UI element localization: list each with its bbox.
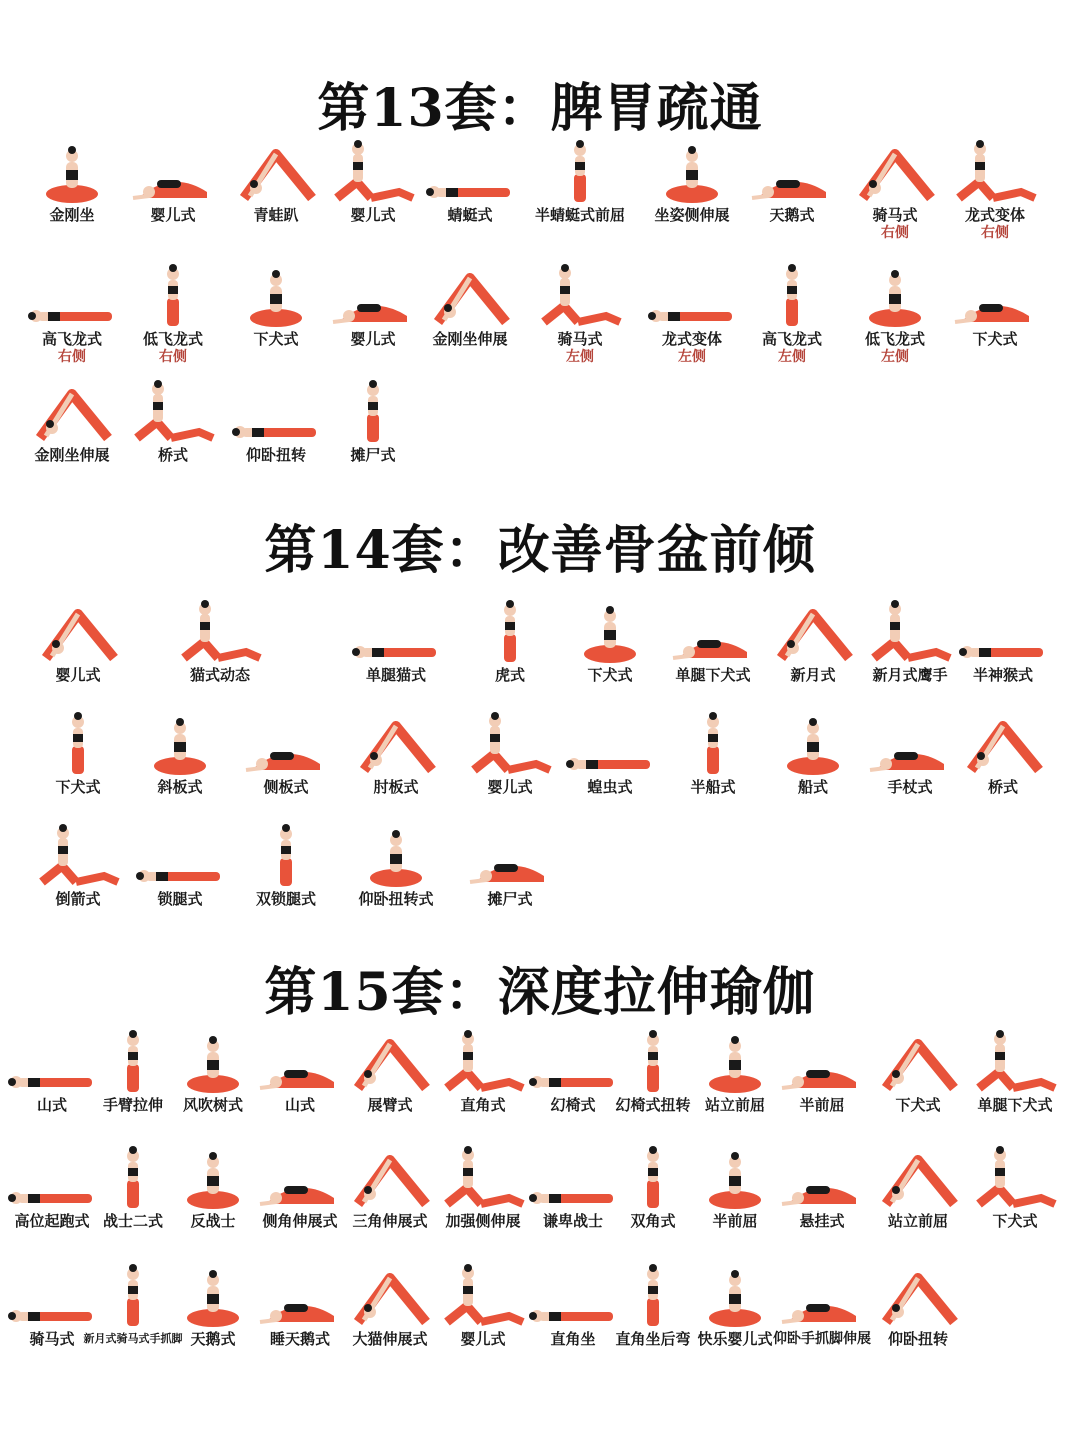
pose-label: 桥式 xyxy=(157,446,188,464)
pose-card xyxy=(28,712,128,796)
yoga-pose-illustration xyxy=(437,1030,529,1094)
pose-label: 金刚坐伸展 xyxy=(432,330,508,348)
pose-label: 单腿猫式 xyxy=(365,666,426,684)
pose-label: 半蜻蜓式前屈 xyxy=(534,206,625,224)
pose-label: 下犬式 xyxy=(253,330,299,348)
pose-card xyxy=(340,1146,440,1230)
yoga-pose-illustration xyxy=(26,140,118,204)
yoga-pose-illustration xyxy=(26,264,118,328)
pose-label: 侧板式 xyxy=(263,778,309,796)
yoga-pose-illustration xyxy=(464,824,556,888)
pose-card xyxy=(163,1030,263,1114)
pose-label: 下犬式 xyxy=(895,1096,941,1114)
yoga-pose-illustration xyxy=(32,824,124,888)
yoga-pose-illustration xyxy=(564,600,656,664)
pose-card xyxy=(433,1030,533,1114)
pose-card xyxy=(663,600,763,684)
pose-card xyxy=(460,600,560,684)
pose-label: 仰卧手抓脚伸展 xyxy=(773,1331,871,1347)
yoga-pose-illustration xyxy=(534,140,626,204)
pose-card xyxy=(250,1030,350,1114)
pose-card xyxy=(340,1264,440,1348)
pose-label: 仰卧扭转 xyxy=(245,446,306,464)
yoga-pose-illustration xyxy=(424,264,516,328)
pose-label: 展臂式 xyxy=(367,1096,413,1114)
pose-label: 单腿下犬式 xyxy=(675,666,751,684)
pose-label: 高飞龙式 xyxy=(761,330,822,348)
yoga-pose-illustration xyxy=(849,264,941,328)
yoga-pose-illustration xyxy=(344,1264,436,1328)
yoga-pose-illustration xyxy=(254,1264,346,1328)
yoga-pose-illustration xyxy=(32,600,124,664)
yoga-pose-illustration xyxy=(254,1146,346,1210)
yoga-pose-illustration xyxy=(240,712,332,776)
yoga-pose-illustration xyxy=(689,1146,781,1210)
yoga-pose-illustration xyxy=(767,712,859,776)
pose-card xyxy=(433,1146,533,1230)
pose-label: 新月式鹰手 xyxy=(872,666,948,684)
yoga-pose-illustration xyxy=(344,1030,436,1094)
yoga-pose-illustration xyxy=(969,1030,1061,1094)
yoga-pose-illustration xyxy=(872,1146,964,1210)
yoga-pose-illustration xyxy=(746,140,838,204)
pose-card xyxy=(860,712,960,796)
pose-card xyxy=(772,1146,872,1230)
pose-card xyxy=(163,1264,263,1348)
pose-label: 肘板式 xyxy=(373,778,419,796)
pose-side-label: 右侧 xyxy=(981,225,1009,241)
pose-label: 山式 xyxy=(36,1096,67,1114)
pose-label: 站立前屈 xyxy=(887,1212,948,1230)
yoga-pose-illustration xyxy=(230,264,322,328)
pose-card xyxy=(560,712,660,796)
pose-card xyxy=(226,380,326,464)
pose-card xyxy=(945,264,1045,348)
pose-card xyxy=(226,264,326,348)
pose-label: 斜板式 xyxy=(157,778,203,796)
set15-title: 第15套：深度拉伸瑜伽 xyxy=(264,962,816,1023)
pose-label: 婴儿式 xyxy=(55,666,101,684)
pose-label: 双锁腿式 xyxy=(255,890,316,908)
pose-label: 下犬式 xyxy=(55,778,101,796)
yoga-pose-illustration xyxy=(230,140,322,204)
pose-side-label: 右侧 xyxy=(881,225,909,241)
yoga-pose-illustration xyxy=(969,1146,1061,1210)
yoga-pose-illustration xyxy=(350,600,442,664)
pose-label: 直角坐后弯 xyxy=(615,1330,691,1348)
pose-label: 骑马式 xyxy=(872,206,918,224)
pose-side-label: 左侧 xyxy=(778,349,806,365)
pose-card xyxy=(123,140,223,224)
yoga-pose-illustration xyxy=(957,600,1049,664)
yoga-pose-illustration xyxy=(949,140,1041,204)
pose-label: 高位起跑式 xyxy=(14,1212,90,1230)
yoga-pose-illustration xyxy=(134,712,226,776)
pose-label: 大猫伸展式 xyxy=(352,1330,428,1348)
yoga-pose-illustration xyxy=(849,140,941,204)
pose-label: 青蛙趴 xyxy=(253,206,299,224)
pose-card xyxy=(965,1030,1065,1114)
pose-label: 仰卧扭转 xyxy=(887,1330,948,1348)
yoga-pose-illustration xyxy=(32,712,124,776)
pose-label: 摊尸式 xyxy=(350,446,396,464)
pose-label: 战士二式 xyxy=(102,1212,163,1230)
yoga-pose-illustration xyxy=(167,1030,259,1094)
yoga-pose-illustration xyxy=(864,600,956,664)
pose-card xyxy=(433,1264,533,1348)
pose-card xyxy=(346,712,446,796)
yoga-pose-illustration xyxy=(689,1264,781,1328)
pose-card xyxy=(236,712,336,796)
pose-card xyxy=(642,140,742,224)
yoga-pose-illustration xyxy=(350,712,442,776)
pose-card xyxy=(420,140,520,224)
pose-label: 倒箭式 xyxy=(55,890,101,908)
pose-label: 快乐婴儿式 xyxy=(697,1330,773,1348)
pose-card xyxy=(123,380,223,464)
yoga-pose-illustration xyxy=(776,1030,868,1094)
pose-label: 反战士 xyxy=(190,1212,236,1230)
pose-card xyxy=(763,600,863,684)
pose-side-label: 左侧 xyxy=(881,349,909,365)
yoga-pose-illustration xyxy=(864,712,956,776)
yoga-pose-illustration xyxy=(174,600,266,664)
pose-card xyxy=(945,140,1045,242)
pose-card xyxy=(323,380,423,464)
yoga-pose-illustration xyxy=(667,600,759,664)
pose-label: 婴儿式 xyxy=(350,330,396,348)
yoga-pose-illustration xyxy=(424,140,516,204)
pose-card xyxy=(250,1146,350,1230)
pose-card xyxy=(772,1030,872,1114)
pose-label: 直角式 xyxy=(460,1096,506,1114)
pose-label: 下犬式 xyxy=(992,1212,1038,1230)
pose-card xyxy=(346,824,446,908)
pose-card xyxy=(860,600,960,684)
yoga-pose-illustration xyxy=(327,380,419,444)
pose-label: 新月式 xyxy=(790,666,836,684)
yoga-pose-illustration xyxy=(646,264,738,328)
pose-card xyxy=(226,140,326,224)
yoga-pose-illustration xyxy=(667,712,759,776)
set13-title: 第13套：脾胃疏通 xyxy=(317,78,763,139)
pose-card xyxy=(22,264,122,366)
pose-label: 谦卑战士 xyxy=(542,1212,603,1230)
pose-label: 龙式变体 xyxy=(964,206,1025,224)
pose-card xyxy=(530,140,630,224)
yoga-pose-illustration xyxy=(872,1030,964,1094)
pose-label: 三角伸展式 xyxy=(352,1212,428,1230)
pose-label: 手臂拉伸 xyxy=(102,1096,163,1114)
pose-card xyxy=(663,712,763,796)
pose-label: 蝗虫式 xyxy=(587,778,633,796)
pose-label: 山式 xyxy=(284,1096,315,1114)
pose-card xyxy=(170,600,270,684)
pose-label: 婴儿式 xyxy=(150,206,196,224)
pose-label: 金刚坐伸展 xyxy=(34,446,110,464)
pose-label: 幻椅式扭转 xyxy=(615,1096,691,1114)
pose-card xyxy=(323,140,423,224)
pose-card xyxy=(845,140,945,242)
yoga-pose-illustration xyxy=(127,140,219,204)
pose-card xyxy=(340,1030,440,1114)
pose-label: 坐姿侧伸展 xyxy=(654,206,730,224)
pose-label: 手杖式 xyxy=(887,778,933,796)
pose-card xyxy=(530,264,630,366)
yoga-pose-illustration xyxy=(254,1030,346,1094)
pose-label: 婴儿式 xyxy=(350,206,396,224)
pose-label: 下犬式 xyxy=(972,330,1018,348)
yoga-pose-illustration xyxy=(689,1030,781,1094)
pose-card xyxy=(460,712,560,796)
yoga-pose-illustration xyxy=(957,712,1049,776)
pose-label: 半神猴式 xyxy=(972,666,1033,684)
pose-label: 下犬式 xyxy=(587,666,633,684)
pose-label: 半船式 xyxy=(690,778,736,796)
pose-label: 半前屈 xyxy=(712,1212,758,1230)
pose-label: 仰卧扭转式 xyxy=(358,890,434,908)
pose-label: 单腿下犬式 xyxy=(977,1096,1053,1114)
pose-side-label: 右侧 xyxy=(58,349,86,365)
pose-label: 直角坐 xyxy=(550,1330,596,1348)
pose-label: 低飞龙式 xyxy=(864,330,925,348)
pose-card xyxy=(123,264,223,366)
pose-side-label: 右侧 xyxy=(159,349,187,365)
pose-label: 新月式骑马式手抓脚 xyxy=(83,1332,183,1345)
pose-label: 摊尸式 xyxy=(487,890,533,908)
pose-card xyxy=(685,1146,785,1230)
yoga-pose-illustration xyxy=(127,264,219,328)
yoga-pose-illustration xyxy=(230,380,322,444)
pose-card xyxy=(685,1030,785,1114)
pose-card xyxy=(742,264,842,366)
yoga-pose-illustration xyxy=(564,712,656,776)
pose-card xyxy=(28,824,128,908)
pose-card xyxy=(323,264,423,348)
pose-card xyxy=(163,1146,263,1230)
yoga-pose-illustration xyxy=(767,600,859,664)
yoga-pose-illustration xyxy=(167,1264,259,1328)
pose-label: 高飞龙式 xyxy=(41,330,102,348)
pose-label: 虎式 xyxy=(494,666,525,684)
pose-card xyxy=(742,140,842,224)
pose-label: 站立前屈 xyxy=(704,1096,765,1114)
yoga-pose-illustration xyxy=(350,824,442,888)
yoga-pose-illustration xyxy=(746,264,838,328)
yoga-pose-illustration xyxy=(464,600,556,664)
yoga-pose-illustration xyxy=(949,264,1041,328)
pose-card xyxy=(763,712,863,796)
yoga-pose-illustration xyxy=(327,140,419,204)
pose-card xyxy=(953,600,1053,684)
pose-label: 半前屈 xyxy=(799,1096,845,1114)
set14-title: 第14套：改善骨盆前倾 xyxy=(264,520,816,581)
yoga-pose-illustration xyxy=(534,264,626,328)
pose-card xyxy=(236,824,336,908)
pose-label: 低飞龙式 xyxy=(142,330,203,348)
pose-card xyxy=(965,1146,1065,1230)
pose-label: 猫式动态 xyxy=(189,666,250,684)
pose-label: 龙式变体 xyxy=(661,330,722,348)
pose-label: 骑马式 xyxy=(557,330,603,348)
yoga-pose-illustration xyxy=(167,1146,259,1210)
pose-card xyxy=(460,824,560,908)
pose-label: 天鹅式 xyxy=(769,206,815,224)
yoga-pose-illustration xyxy=(776,1146,868,1210)
pose-card xyxy=(22,140,122,224)
pose-card xyxy=(685,1264,785,1348)
pose-label: 金刚坐 xyxy=(49,206,95,224)
pose-card xyxy=(420,264,520,348)
pose-label: 婴儿式 xyxy=(487,778,533,796)
pose-card xyxy=(130,824,230,908)
pose-card xyxy=(28,600,128,684)
pose-label: 悬挂式 xyxy=(799,1212,845,1230)
pose-label: 蜻蜓式 xyxy=(447,206,493,224)
pose-label: 双角式 xyxy=(630,1212,676,1230)
yoga-pose-illustration xyxy=(26,380,118,444)
yoga-pose-illustration xyxy=(464,712,556,776)
pose-label: 船式 xyxy=(797,778,828,796)
yoga-pose-illustration xyxy=(134,824,226,888)
pose-label: 侧角伸展式 xyxy=(262,1212,338,1230)
pose-card xyxy=(868,1264,968,1348)
pose-label: 幻椅式 xyxy=(550,1096,596,1114)
pose-card xyxy=(250,1264,350,1348)
pose-card xyxy=(868,1146,968,1230)
pose-label: 桥式 xyxy=(987,778,1018,796)
pose-card xyxy=(868,1030,968,1114)
pose-label: 加强侧伸展 xyxy=(445,1212,521,1230)
yoga-pose-illustration xyxy=(646,140,738,204)
pose-card xyxy=(560,600,660,684)
pose-label: 骑马式 xyxy=(29,1330,75,1348)
yoga-pose-illustration xyxy=(437,1264,529,1328)
pose-label: 风吹树式 xyxy=(182,1096,243,1114)
pose-label: 婴儿式 xyxy=(460,1330,506,1348)
pose-card xyxy=(22,380,122,464)
yoga-pose-illustration xyxy=(344,1146,436,1210)
yoga-pose-illustration xyxy=(327,264,419,328)
pose-card xyxy=(346,600,446,684)
pose-card xyxy=(642,264,742,366)
yoga-pose-illustration xyxy=(872,1264,964,1328)
pose-label: 睡天鹅式 xyxy=(269,1330,330,1348)
yoga-pose-illustration xyxy=(776,1264,868,1328)
yoga-pose-illustration xyxy=(437,1146,529,1210)
pose-card xyxy=(130,712,230,796)
yoga-pose-illustration xyxy=(127,380,219,444)
pose-side-label: 左侧 xyxy=(566,349,594,365)
pose-label: 锁腿式 xyxy=(157,890,203,908)
yoga-pose-illustration xyxy=(240,824,332,888)
pose-card xyxy=(772,1264,872,1348)
pose-card xyxy=(845,264,945,366)
pose-side-label: 左侧 xyxy=(678,349,706,365)
pose-label: 天鹅式 xyxy=(190,1330,236,1348)
pose-card xyxy=(953,712,1053,796)
